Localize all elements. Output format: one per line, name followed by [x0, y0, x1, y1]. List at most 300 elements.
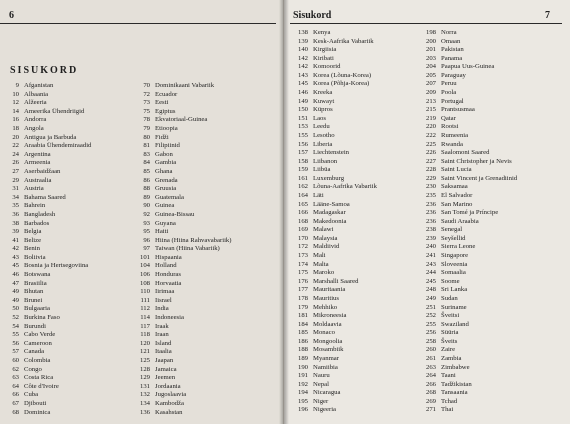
toc-country-name: Šveitsi: [441, 312, 460, 320]
toc-country-name: Küpros: [313, 106, 333, 114]
toc-country-name: Kreeka: [313, 89, 333, 97]
toc-country-name: Saint Lucia: [441, 166, 472, 174]
toc-page-number: 95: [143, 228, 150, 236]
toc-country-name: Ameerika Ühendriigid: [24, 107, 85, 115]
toc-country-name: Lõuna-Aafrika Vabariik: [313, 183, 377, 191]
toc-entry: [292, 166, 377, 175]
toc-entry: [420, 72, 517, 81]
toc-entry: [8, 228, 91, 237]
toc-page-number: 49: [12, 296, 19, 304]
toc-entry: [420, 261, 517, 270]
toc-entry: [420, 63, 517, 72]
toc-entry: [420, 312, 517, 321]
header-rule-right: [290, 23, 562, 24]
toc-entry: [292, 278, 377, 287]
toc-country-name: Luxemburg: [313, 174, 345, 182]
toc-entry: [292, 372, 377, 381]
toc-country-name: Taiwan (Hiina Vabariik): [155, 245, 220, 253]
toc-page-number: 10: [12, 90, 19, 98]
toc-page-number: 153: [297, 123, 308, 131]
toc-page-number: 84: [143, 159, 150, 167]
toc-page-number: 62: [12, 365, 19, 373]
toc-country-name: Laos: [313, 114, 326, 122]
toc-country-name: Guinea-Bissau: [155, 210, 195, 218]
toc-country-name: Tadžikistan: [441, 380, 472, 388]
toc-country-name: Benin: [24, 245, 40, 253]
toc-country-name: Komoorid: [313, 63, 341, 71]
toc-entry: [134, 159, 232, 168]
toc-page-number: 189: [297, 354, 308, 362]
toc-country-name: Sri Lanka: [441, 286, 468, 294]
toc-page-number: 83: [143, 150, 150, 158]
toc-entry: [292, 141, 377, 150]
toc-country-name: Ecuador: [155, 90, 178, 98]
toc-country-name: Rwanda: [441, 140, 463, 148]
toc-entry: [134, 262, 232, 271]
toc-country-name: Taani: [441, 372, 456, 380]
toc-page-number: 39: [12, 228, 19, 236]
toc-page-number: 29: [12, 176, 19, 184]
toc-entry: [8, 202, 91, 211]
toc-entry: [8, 314, 91, 323]
toc-country-name: Armeenia: [24, 159, 51, 167]
toc-page-number: 228: [425, 166, 436, 174]
toc-entry: [420, 106, 517, 115]
toc-page-number: 155: [297, 131, 308, 139]
toc-entry: [292, 98, 377, 107]
toc-country-name: Kenya: [313, 29, 331, 36]
toc-entry: [420, 364, 517, 373]
toc-entry: [292, 89, 377, 98]
toc-page-number: 243: [425, 260, 436, 268]
toc-country-name: Indoneesia: [155, 314, 184, 322]
toc-entry: [8, 108, 91, 117]
toc-country-name: Namiibia: [313, 363, 338, 371]
toc-country-name: Panama: [441, 54, 463, 62]
toc-entry: [134, 142, 232, 151]
toc-entry: [420, 115, 517, 124]
toc-page-number: 67: [12, 399, 19, 407]
toc-page-number: 266: [425, 380, 436, 388]
toc-country-name: Barbados: [24, 219, 50, 227]
toc-entry: [8, 323, 91, 332]
toc-entry: [292, 389, 377, 398]
toc-entry: [292, 80, 377, 89]
toc-country-name: Honduras: [155, 271, 182, 279]
toc-country-name: Jugoslaavia: [155, 391, 187, 399]
toc-entry: [8, 82, 91, 91]
toc-entry: [420, 372, 517, 381]
toc-page-number: 172: [297, 243, 308, 251]
toc-page-number: 75: [143, 107, 150, 115]
toc-entry: [8, 366, 91, 375]
toc-entry: [420, 406, 517, 415]
toc-country-name: Grenada: [155, 176, 178, 184]
toc-country-name: Hispaania: [155, 253, 182, 261]
toc-country-name: Senegal: [441, 226, 463, 234]
toc-page-number: 117: [140, 322, 150, 330]
toc-country-name: Mikroneesia: [313, 312, 347, 320]
toc-entry: [420, 132, 517, 141]
toc-entry: [420, 218, 517, 227]
toc-page-number: 134: [139, 399, 150, 407]
toc-entry: [292, 304, 377, 313]
toc-page-number: 110: [140, 288, 150, 296]
toc-page-number: 45: [12, 262, 19, 270]
toc-entry: [420, 183, 517, 192]
toc-page-number: 101: [139, 253, 150, 261]
toc-entry: [420, 201, 517, 210]
toc-entry: [292, 355, 377, 364]
left-page: [0, 0, 283, 424]
toc-page-number: 261: [425, 354, 436, 362]
toc-country-name: Iraan: [155, 331, 169, 339]
toc-entry: [292, 364, 377, 373]
toc-entry: [134, 194, 232, 203]
toc-page-number: 143: [297, 71, 308, 79]
toc-page-number: 191: [297, 372, 308, 380]
toc-page-number: 142: [297, 54, 308, 62]
toc-country-name: Saudi Araabia: [441, 217, 479, 225]
toc-page-number: 230: [425, 183, 436, 191]
toc-page-number: 14: [12, 107, 19, 115]
toc-page-number: 236: [425, 209, 436, 217]
toc-entry: [134, 151, 232, 160]
toc-country-name: Gambia: [155, 159, 177, 167]
toc-page-number: 156: [297, 140, 308, 148]
toc-page-number: 43: [12, 253, 19, 261]
toc-country-name: Cuba: [24, 391, 39, 399]
toc-page-number: 158: [297, 157, 308, 165]
toc-page-number: 20: [12, 133, 19, 141]
toc-country-name: Liibanon: [313, 157, 338, 165]
toc-country-name: Guatemala: [155, 193, 184, 201]
toc-page-number: 229: [425, 174, 436, 182]
toc-entry: [8, 211, 91, 220]
toc-page-number: 129: [139, 374, 150, 382]
toc-country-name: Burundi: [24, 322, 46, 330]
toc-page-number: 169: [297, 226, 308, 234]
header-rule-left: [0, 23, 276, 24]
toc-page-number: 73: [143, 99, 150, 107]
toc-country-name: Holland: [155, 262, 177, 270]
toc-country-name: Niger: [313, 397, 329, 405]
toc-entry: [420, 346, 517, 355]
toc-country-name: Thai: [441, 406, 454, 414]
toc-page-number: 64: [12, 382, 19, 390]
toc-entry: [134, 108, 232, 117]
toc-entry: [8, 245, 91, 254]
toc-page-number: 16: [12, 116, 19, 124]
toc-entry: [134, 99, 232, 108]
toc-country-name: Bhutan: [24, 288, 44, 296]
toc-page-number: 225: [425, 140, 436, 148]
toc-country-name: Filipiinid: [155, 142, 180, 150]
toc-country-name: Mauritius: [313, 294, 340, 302]
toc-page-number: 120: [139, 339, 150, 347]
toc-entry: [134, 297, 232, 306]
toc-page-number: 201: [425, 46, 436, 54]
toc-country-name: Norra: [441, 29, 457, 36]
toc-entry: [292, 252, 377, 261]
toc-entry: [292, 329, 377, 338]
toc-page-number: 192: [297, 380, 308, 388]
toc-country-name: Myanmar: [313, 354, 339, 362]
toc-page-number: 260: [425, 346, 436, 354]
toc-country-name: Jamaica: [155, 365, 177, 373]
toc-page-number: 70: [143, 82, 150, 89]
toc-page-number: 89: [143, 193, 150, 201]
toc-country-name: Araabia Ühendemiraadid: [24, 142, 92, 150]
toc-country-name: Ghana: [155, 167, 173, 175]
toc-entry: [420, 286, 517, 295]
toc-entry: [134, 314, 232, 323]
toc-entry: [420, 98, 517, 107]
toc-country-name: Albaania: [24, 90, 49, 98]
toc-page-number: 219: [425, 114, 436, 122]
toc-page-number: 118: [140, 331, 150, 339]
right-page: [284, 0, 570, 424]
toc-entry: [134, 202, 232, 211]
toc-entry: [8, 134, 91, 143]
toc-country-name: Nigeeria: [313, 406, 337, 414]
toc-entry: [134, 177, 232, 186]
toc-page-number: 128: [139, 365, 150, 373]
toc-page-number: 239: [425, 234, 436, 242]
toc-entry: [134, 348, 232, 357]
toc-page-number: 104: [139, 262, 150, 270]
toc-page-number: 251: [425, 303, 436, 311]
toc-country-name: Austria: [24, 185, 44, 193]
toc-country-name: Šveits: [441, 337, 458, 345]
toc-page-number: 168: [297, 217, 308, 225]
toc-entry: [292, 243, 377, 252]
toc-country-name: Dominikaani Vabariik: [155, 82, 215, 89]
toc-country-name: Egiptus: [155, 107, 176, 115]
toc-country-name: Prantsusmaa: [441, 106, 475, 114]
toc-page-number: 252: [425, 312, 436, 320]
toc-entry: [420, 226, 517, 235]
toc-country-name: Saalomoni Saared: [441, 149, 490, 157]
toc-country-name: Saksamaa: [441, 183, 468, 191]
toc-country-name: Sloveenia: [441, 260, 468, 268]
toc-page-number: 151: [297, 114, 308, 122]
toc-country-name: El Salvador: [441, 191, 473, 199]
page-number-right: 7: [545, 10, 550, 21]
toc-page-number: 176: [297, 277, 308, 285]
toc-entry: [292, 398, 377, 407]
toc-page-number: 164: [297, 191, 308, 199]
toc-entry: [292, 55, 377, 64]
toc-country-name: Bulgaaria: [24, 305, 50, 313]
toc-entry: [292, 381, 377, 390]
toc-entry: [292, 149, 377, 158]
toc-page-number: 26: [12, 159, 19, 167]
toc-entry: [8, 280, 91, 289]
book-gutter: [279, 0, 289, 424]
toc-page-number: 136: [139, 408, 150, 416]
toc-page-number: 177: [297, 286, 308, 294]
toc-page-number: 68: [12, 408, 19, 416]
toc-page-number: 41: [12, 236, 19, 244]
toc-page-number: 22: [12, 142, 19, 150]
toc-country-name: Antigua ja Barbuda: [24, 133, 77, 141]
toc-entry: [134, 91, 232, 100]
toc-entry: [292, 38, 377, 47]
toc-country-name: Mosambiik: [313, 346, 344, 354]
toc-country-name: Itaalia: [155, 348, 172, 356]
toc-entry: [134, 220, 232, 229]
toc-entry: [8, 357, 91, 366]
toc-page-number: 195: [297, 397, 308, 405]
toc-page-number: 63: [12, 374, 19, 382]
toc-page-number: 106: [139, 271, 150, 279]
toc-country-name: Mehhiko: [313, 303, 338, 311]
toc-entry: [292, 209, 377, 218]
toc-page-number: 245: [425, 277, 436, 285]
toc-entry: [420, 243, 517, 252]
toc-page-number: 114: [140, 314, 150, 322]
toc-page-number: 178: [297, 294, 308, 302]
toc-entry: [8, 305, 91, 314]
toc-entry: [134, 280, 232, 289]
toc-page-number: 204: [425, 63, 436, 71]
toc-entry: [8, 168, 91, 177]
toc-country-name: Jaapan: [155, 357, 174, 364]
toc-entry: [292, 321, 377, 330]
toc-entry: [292, 218, 377, 227]
toc-page-number: 166: [297, 209, 308, 217]
toc-entry: [292, 63, 377, 72]
toc-page-number: 55: [12, 331, 19, 339]
toc-page-number: 200: [425, 37, 436, 45]
toc-entry: [292, 338, 377, 347]
toc-entry: [292, 295, 377, 304]
toc-entry: [292, 201, 377, 210]
toc-entry: [420, 338, 517, 347]
toc-country-name: Lääne-Samoa: [313, 200, 350, 208]
toc-page-number: 240: [425, 243, 436, 251]
toc-country-name: Alžeeria: [24, 99, 47, 107]
toc-country-name: Belgia: [24, 228, 42, 236]
toc-entry: [292, 312, 377, 321]
toc-country-name: Nicaragua: [313, 389, 341, 397]
toc-page-number: 90: [143, 202, 150, 210]
toc-page-number: 179: [297, 303, 308, 311]
toc-country-name: Gruusia: [155, 185, 177, 193]
toc-entry: [420, 389, 517, 398]
toc-country-name: Sierra Leone: [441, 243, 476, 251]
toc-page-number: 85: [143, 167, 150, 175]
toc-country-name: Lesotho: [313, 131, 335, 139]
toc-country-name: Singapore: [441, 252, 469, 260]
toc-page-number: 9: [15, 82, 19, 89]
toc-entry: [8, 383, 91, 392]
toc-country-name: Brunei: [24, 296, 43, 304]
toc-entry: [8, 185, 91, 194]
toc-country-name: Moldaavia: [313, 320, 342, 328]
toc-entry: [420, 46, 517, 55]
toc-country-name: Costa Rica: [24, 374, 54, 382]
toc-entry: [134, 323, 232, 332]
toc-page-number: 66: [12, 391, 19, 399]
toc-entry: [134, 168, 232, 177]
toc-entry: [8, 151, 91, 160]
toc-page-number: 57: [12, 348, 19, 356]
toc-page-number: 108: [139, 279, 150, 287]
toc-entry: [134, 134, 232, 143]
toc-entry: [420, 55, 517, 64]
toc-page-number: 227: [425, 157, 436, 165]
toc-page-number: 97: [143, 245, 150, 253]
toc-entry: [292, 346, 377, 355]
toc-page-number: 174: [297, 260, 308, 268]
toc-page-number: 138: [297, 29, 308, 36]
toc-page-number: 173: [297, 252, 308, 260]
toc-entry: [420, 398, 517, 407]
toc-page-number: 125: [139, 357, 150, 364]
toc-page-number: 139: [297, 37, 308, 45]
toc-entry: [292, 132, 377, 141]
toc-entry: [292, 158, 377, 167]
toc-country-name: Island: [155, 339, 172, 347]
toc-entry: [8, 409, 91, 418]
toc-entry: [292, 406, 377, 415]
toc-country-name: Cabo Verde: [24, 331, 56, 339]
toc-entry: [8, 254, 91, 263]
toc-country-name: Aserbaidžaan: [24, 167, 61, 175]
toc-entry: [420, 192, 517, 201]
toc-country-name: Eesti: [155, 99, 169, 107]
toc-entry: [134, 374, 232, 383]
toc-entry: [8, 194, 91, 203]
toc-entry: [292, 192, 377, 201]
toc-page-number: 157: [297, 149, 308, 157]
toc-entry: [134, 357, 232, 366]
toc-entry: [292, 115, 377, 124]
toc-page-number: 34: [12, 193, 19, 201]
toc-entry: [420, 295, 517, 304]
page-number-left: 6: [9, 10, 14, 21]
toc-country-name: Dominica: [24, 408, 51, 416]
toc-page-number: 140: [297, 46, 308, 54]
toc-entry: [8, 271, 91, 280]
toc-page-number: 258: [425, 337, 436, 345]
toc-page-number: 111: [140, 296, 150, 304]
toc-page-number: 248: [425, 286, 436, 294]
toc-entry: [8, 125, 91, 134]
toc-country-name: Zimbabwe: [441, 363, 470, 371]
toc-page-number: 150: [297, 106, 308, 114]
toc-country-name: Etioopia: [155, 124, 178, 132]
toc-page-number: 190: [297, 363, 308, 371]
toc-page-number: 36: [12, 210, 19, 218]
toc-entry: [420, 149, 517, 158]
toc-entry: [420, 278, 517, 287]
toc-entry: [134, 391, 232, 400]
toc-country-name: Kuwayt: [313, 97, 335, 105]
toc-country-name: Boliivia: [24, 253, 46, 261]
toc-page-number: 46: [12, 271, 19, 279]
toc-country-name: Canada: [24, 348, 45, 356]
toc-page-number: 186: [297, 337, 308, 345]
toc-country-name: Korea (Põhja-Korea): [313, 80, 370, 88]
toc-page-number: 72: [143, 90, 150, 98]
toc-country-name: San Tomé ja Príncipe: [441, 209, 499, 217]
toc-entry: [8, 99, 91, 108]
toc-country-name: Fidži: [155, 133, 169, 141]
toc-column-right-2: [420, 29, 517, 415]
